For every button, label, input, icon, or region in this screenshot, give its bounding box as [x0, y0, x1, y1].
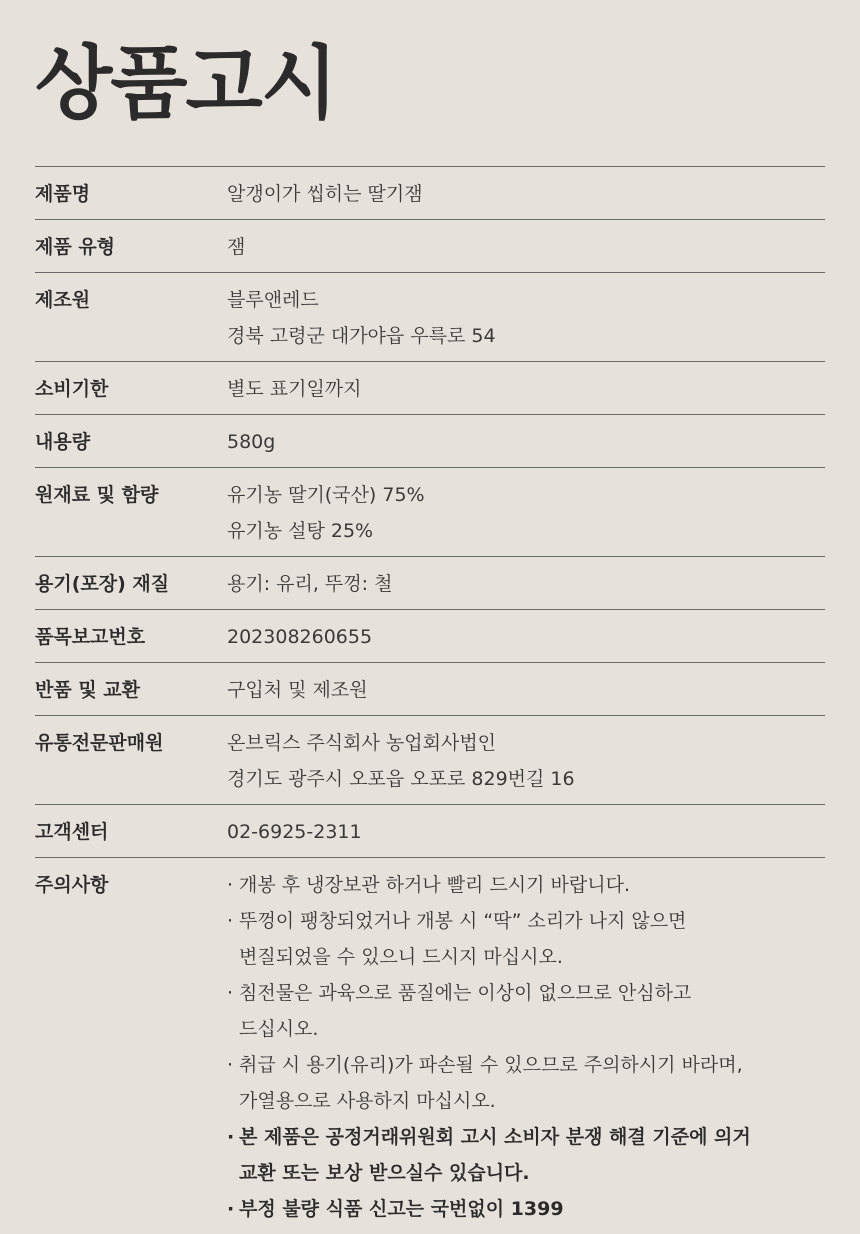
note-line: 교환 또는 보상 받으실수 있습니다. — [239, 1162, 530, 1184]
value-line: 블루앤레드 — [227, 289, 319, 311]
row-label: 품목보고번호 — [35, 626, 146, 648]
row-label: 제조원 — [35, 289, 91, 311]
row-value — [227, 619, 825, 655]
caution-note-text — [239, 1047, 825, 1119]
row-label: 제품명 — [35, 183, 91, 205]
table-row — [35, 805, 825, 858]
value-line: 별도 표기일까지 — [227, 378, 362, 400]
caution-note-text — [239, 1119, 825, 1191]
info-rows — [35, 167, 825, 858]
value-line: 온브릭스 주식회사 농업회사법인 — [227, 732, 497, 754]
row-label: 내용량 — [35, 431, 91, 453]
value-line: 유기농 딸기(국산) 75% — [227, 484, 425, 506]
table-row — [35, 716, 825, 805]
bullet-mark: · — [227, 874, 234, 896]
bullet-mark: · — [227, 1198, 235, 1220]
caution-note-text — [239, 867, 825, 903]
note-line: 뚜껑이 팽창되었거나 개봉 시 “딱” 소리가 나지 않으면 — [239, 910, 687, 932]
row-value — [227, 229, 825, 265]
row-value — [227, 566, 825, 602]
value-line: 용기: 유리, 뚜껑: 철 — [227, 573, 393, 595]
caution-note-text — [239, 903, 825, 975]
row-value — [227, 371, 825, 407]
table-row — [35, 273, 825, 362]
row-value — [227, 424, 825, 460]
table-row — [35, 167, 825, 220]
row-label: 용기(포장) 재질 — [35, 573, 170, 595]
table-row — [35, 362, 825, 415]
note-line: 침전물은 과육으로 품질에는 이상이 없으므로 안심하고 — [239, 982, 692, 1004]
table-row — [35, 415, 825, 468]
bullet-mark: · — [227, 1054, 234, 1076]
row-label: 반품 및 교환 — [35, 679, 140, 701]
row-label: 고객센터 — [35, 821, 109, 843]
row-value — [227, 282, 825, 354]
caution-note — [227, 1047, 825, 1119]
value-line: 유기농 설탕 25% — [227, 520, 374, 542]
value-line: 구입처 및 제조원 — [227, 679, 368, 701]
value-line: 580g — [227, 431, 276, 453]
caution-note — [227, 903, 825, 975]
note-line: 본 제품은 공정거래위원회 고시 소비자 분쟁 해결 기준에 의거 — [239, 1126, 751, 1148]
caution-note-text — [239, 975, 825, 1047]
value-line: 202308260655 — [227, 626, 373, 648]
product-info-table — [35, 166, 825, 1234]
caution-notes — [227, 867, 825, 1227]
note-line: 부정 불량 식품 신고는 국번없이 1399 — [239, 1198, 564, 1220]
value-line: 02-6925-2311 — [227, 821, 362, 843]
table-row — [35, 557, 825, 610]
row-value — [227, 477, 825, 549]
row-label: 소비기한 — [35, 378, 109, 400]
caution-note — [227, 867, 825, 903]
caution-note — [227, 1191, 825, 1227]
bullet-mark: · — [227, 910, 234, 932]
caution-note — [227, 975, 825, 1047]
note-line: 취급 시 용기(유리)가 파손될 수 있으므로 주의하시기 바라며, — [239, 1054, 743, 1076]
caution-note — [227, 1119, 825, 1191]
row-value — [227, 725, 825, 797]
value-line: 경북 고령군 대가야읍 우륵로 54 — [227, 325, 496, 347]
row-value — [227, 672, 825, 708]
caution-note-text — [239, 1191, 825, 1227]
table-row — [35, 663, 825, 716]
row-label: 제품 유형 — [35, 236, 116, 258]
row-label-caution: 주의사항 — [35, 874, 109, 896]
table-row — [35, 468, 825, 557]
value-line: 알갱이가 씹히는 딸기잼 — [227, 183, 423, 205]
row-value — [227, 814, 825, 850]
note-line: 가열용으로 사용하지 마십시오. — [239, 1090, 496, 1112]
table-row — [35, 610, 825, 663]
bullet-mark: · — [227, 1126, 235, 1148]
value-line: 경기도 광주시 오포읍 오포로 829번길 16 — [227, 768, 575, 790]
bullet-mark: · — [227, 982, 234, 1004]
note-line: 변질되었을 수 있으니 드시지 마십시오. — [239, 946, 563, 968]
row-value — [227, 176, 825, 212]
row-label: 유통전문판매원 — [35, 732, 164, 754]
page-title: 상품고시 — [35, 37, 337, 130]
table-row — [35, 220, 825, 273]
row-label: 원재료 및 함량 — [35, 484, 159, 506]
note-line: 개봉 후 냉장보관 하거나 빨리 드시기 바랍니다. — [239, 874, 631, 896]
note-line: 드십시오. — [239, 1018, 319, 1040]
value-line: 잼 — [227, 236, 246, 258]
caution-row — [35, 858, 825, 1234]
